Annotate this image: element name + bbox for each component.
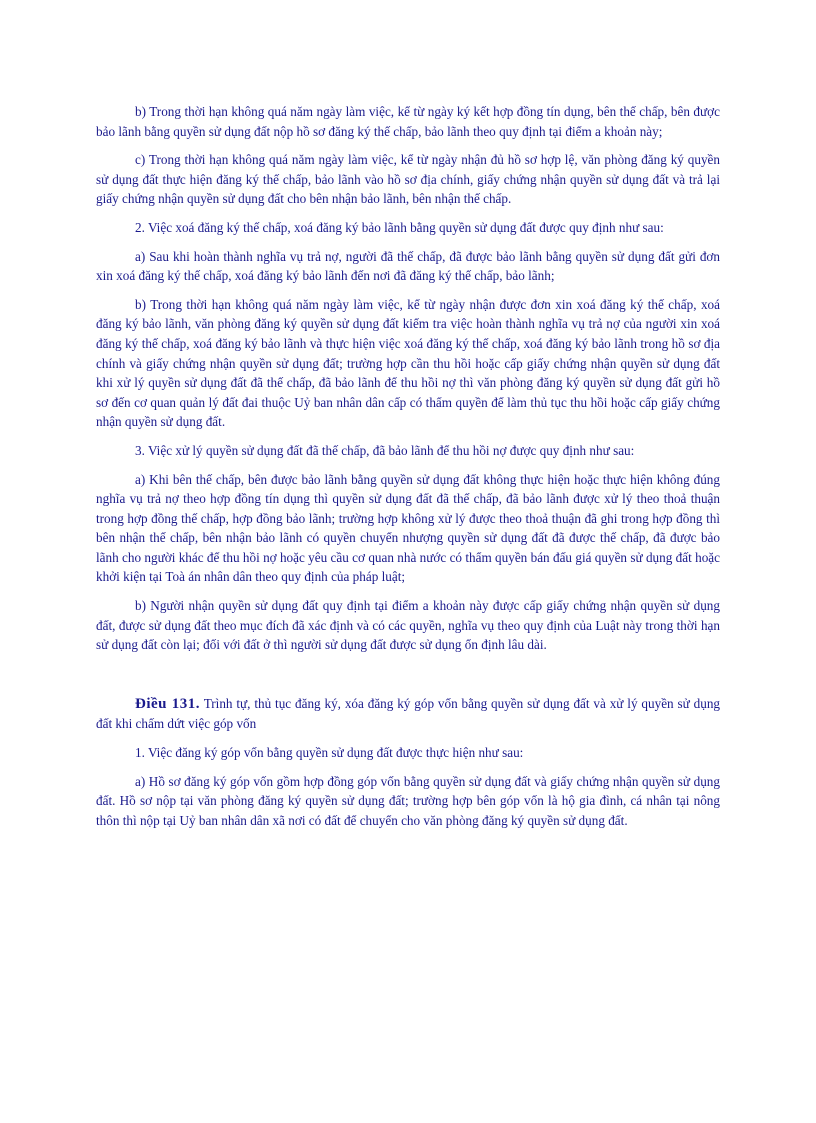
paragraph-article-clause-1: 1. Việc đăng ký góp vốn bằng quyền sử dụng đất được thực hiện như sau: xyxy=(135,745,524,761)
document-body xyxy=(96,102,720,839)
paragraph-clause-2a: a) Sau khi hoàn thành nghĩa vụ trả nợ, người đã thế chấp, đã được bảo lãnh bằng quyền sử dụng đất gửi đơn xin xoá đăng ký thế chấp, xoá đăng ký bảo lãnh đến nơi đã đăng ký thế chấp, bảo lãnh; xyxy=(96,248,720,284)
paragraph-clause-3b: b) Người nhận quyền sử dụng đất quy định tại điểm a khoản này được cấp giấy chứng nhận quyền sử dụng đất, được sử dụng đất theo mục đích đã xác định và có các quyền, nghĩa vụ theo quy định của Luật này trong thời hạn sử dụng đất còn lại; đối với đất ở thì người sử dụng đất được sử dụng ổn định lâu dài. xyxy=(96,598,720,653)
paragraph-2c: c) Trong thời hạn không quá năm ngày làm việc, kể từ ngày nhận đủ hồ sơ hợp lệ, văn phòng đăng ký quyền sử dụng đất thực hiện đăng ký thế chấp, bảo lãnh vào hồ sơ địa chính, giấy chứng nhận quyền sử dụng đất và trả lại giấy chứng nhận quyền sử dụng đất cho bên nhận bảo lãnh, bên nhận thế chấp. xyxy=(96,152,720,207)
section-spacer xyxy=(96,664,720,694)
paragraph-2b: b) Trong thời hạn không quá năm ngày làm việc, kể từ ngày ký kết hợp đồng tín dụng, bên thế chấp, bên được bảo lãnh bằng quyền sử dụng đất nộp hồ sơ đăng ký thế chấp, bảo lãnh theo quy định tại điểm a khoản này; xyxy=(96,104,720,139)
paragraph-clause-2b: b) Trong thời hạn không quá năm ngày làm việc, kể từ ngày nhận được đơn xin xoá đăng ký thế chấp, xoá đăng ký bảo lãnh, văn phòng đăng ký quyền sử dụng đất kiểm tra việc hoàn thành nghĩa vụ trả nợ của người xin xoá đăng ký thế chấp, xoá đăng ký bảo lãnh và thực hiện việc xoá đăng ký thế chấp, xoá đăng ký bảo lãnh trong hồ sơ địa chính và giấy chứng nhận quyền sử dụng đất; trường hợp cần thu hồi hoặc cấp giấy chứng nhận quyền sử dụng đất khi xử lý quyền sử dụng đất đã thế chấp, đã bảo lãnh để thu hồi nợ thì văn phòng đăng ký quyền sử dụng đất gửi hồ sơ đến cơ quan quản lý đất đai thuộc Uỷ ban nhân dân cấp có thẩm quyền để làm thủ tục thu hồi hoặc cấp giấy chứng nhận quyền sử dụng đất. xyxy=(96,296,720,430)
paragraph-article-clause-1a: a) Hồ sơ đăng ký góp vốn gồm hợp đồng góp vốn bằng quyền sử dụng đất và giấy chứng nhận quyền sử dụng đất. Hồ sơ nộp tại văn phòng đăng ký quyền sử dụng đất; trường hợp bên góp vốn là hộ gia đình, cá nhân tại nông thôn thì nộp tại Uỷ ban nhân dân xã nơi có đất để chuyển cho văn phòng đăng ký quyền sử dụng đất. xyxy=(96,773,720,828)
article-title: Trình tự, thủ tục đăng ký, xóa đăng ký góp vốn bằng quyền sử dụng đất và xử lý quyền sử dụng đất khi chấm dứt việc góp vốn xyxy=(96,695,721,732)
article-heading xyxy=(96,694,720,734)
paragraph-clause-3a: a) Khi bên thế chấp, bên được bảo lãnh bằng quyền sử dụng đất không thực hiện hoặc thực hiện không đúng nghĩa vụ trả nợ theo hợp đồng tín dụng thì quyền sử dụng đất đã thế chấp, đã bảo lãnh được xử lý theo thoả thuận trong hợp đồng thế chấp, hợp đồng bảo lãnh; trường hợp không xử lý được theo thoả thuận đã ghi trong hợp đồng thì bên nhận thế chấp, bên nhận bảo lãnh có quyền chuyển nhượng quyền sử dụng đất đã được thế chấp, đã được bảo lãnh cho người khác để thu hồi nợ hoặc yêu cầu cơ quan nhà nước có thẩm quyền bán đấu giá quyền sử dụng đất hoặc khởi kiện tại Toà án nhân dân theo quy định của pháp luật; xyxy=(96,471,720,585)
article-number: Điều 131. xyxy=(135,695,201,712)
paragraph-clause-2: 2. Việc xoá đăng ký thế chấp, xoá đăng ký bảo lãnh bằng quyền sử dụng đất được quy định như sau: xyxy=(135,219,664,235)
paragraph-clause-3: 3. Việc xử lý quyền sử dụng đất đã thế chấp, đã bảo lãnh để thu hồi nợ được quy định như sau: xyxy=(135,442,635,458)
